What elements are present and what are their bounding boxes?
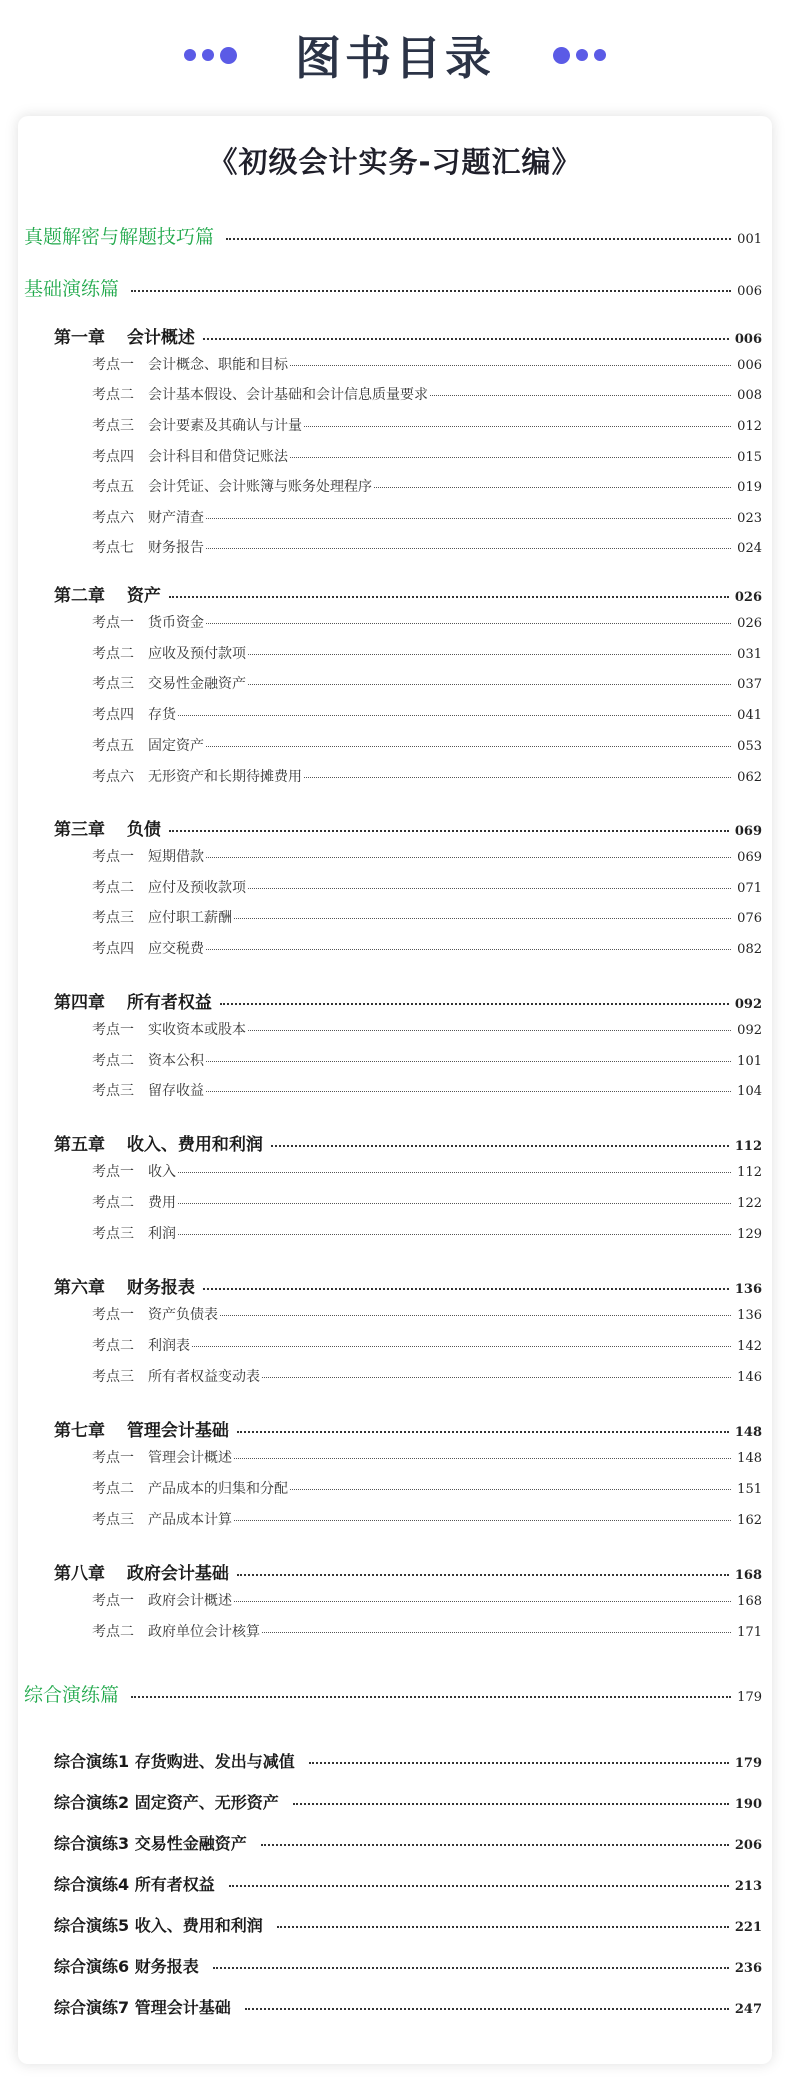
toc-entry-label: [92, 907, 232, 927]
toc-entry-title: 留存收益: [148, 1083, 204, 1099]
toc-entry-sec: [24, 1680, 762, 1707]
toc-entry-sec: [24, 274, 762, 301]
toc-entry-point: 考点一: [92, 1593, 134, 1609]
toc-entry-item: [92, 1192, 762, 1212]
toc-entry-label: [92, 735, 204, 755]
toc-entry-title: 会计凭证、会计账簿与账务处理程序: [148, 479, 372, 495]
page-number: 122: [737, 1196, 762, 1211]
toc-entry-label: 综合演练5 收入、费用和利润: [54, 1916, 263, 1935]
dot-leader: [206, 746, 731, 747]
toc-entry-point: 考点二: [92, 387, 134, 403]
dot-leader: [206, 1091, 731, 1092]
page-number: 041: [737, 708, 762, 723]
page-number: 062: [737, 770, 762, 785]
page-number: 221: [734, 1920, 762, 1935]
page-number: 024: [737, 541, 762, 556]
toc-entry-point: 考点三: [92, 1083, 134, 1099]
toc-entry-title: 政府单位会计核算: [148, 1624, 260, 1640]
toc-entry-item: [92, 1050, 762, 1070]
toc-entry-point: 考点四: [92, 449, 134, 465]
book-title: 《初级会计实务-习题汇编》: [208, 145, 582, 179]
page-number: 142: [737, 1339, 762, 1354]
page-number: 008: [737, 388, 762, 403]
toc-entry-prac: [54, 1913, 762, 1936]
toc-entry-title: 会计科目和借贷记账法: [148, 449, 288, 465]
toc-entry-title: 利润: [148, 1226, 176, 1242]
dot-leader: [220, 1003, 729, 1005]
toc-entry-chap: [54, 815, 762, 840]
toc-entry-chap: [54, 988, 762, 1013]
page-number: 179: [734, 1756, 762, 1771]
dot-leader: [277, 1926, 729, 1928]
dot-leader: [131, 1696, 731, 1698]
dot-leader: [178, 715, 731, 716]
page-number: 006: [737, 358, 762, 373]
toc-entry-prac: [54, 1995, 762, 2018]
toc-entry-label: 第四章 所有者权益: [54, 993, 212, 1013]
toc-entry-label: 综合演练篇: [24, 1684, 120, 1706]
dot-leader: [206, 857, 731, 858]
dot-leader: [203, 1288, 729, 1290]
toc-entry-label: 第五章 收入、费用和利润: [54, 1135, 263, 1155]
page-number: 162: [737, 1513, 762, 1528]
dot-leader: [271, 1145, 729, 1147]
toc-entry-title: 所有者权益变动表: [148, 1369, 260, 1385]
toc-entry-point: 考点一: [92, 615, 134, 631]
page-number: 206: [734, 1838, 762, 1853]
toc-entry-item: [92, 877, 762, 897]
toc-entry-title: 资产负债表: [148, 1307, 218, 1323]
dot-leader: [290, 457, 731, 458]
page-number: 076: [737, 911, 762, 926]
page-number: 053: [737, 739, 762, 754]
toc-entry-label: [92, 612, 204, 632]
toc-entry-label: [92, 1335, 190, 1355]
page-number: 104: [737, 1084, 762, 1099]
page-number: 171: [737, 1625, 762, 1640]
toc-entry-item: [92, 1478, 762, 1498]
toc-entry-item: [92, 1304, 762, 1324]
dot-leader: [169, 830, 729, 832]
toc-entry-label: 综合演练3 交易性金融资产: [54, 1834, 247, 1853]
page-number: 168: [737, 1594, 762, 1609]
page-number: 136: [734, 1282, 762, 1297]
toc-entry-prac: [54, 1749, 762, 1772]
page-number: 092: [734, 997, 762, 1012]
page-number: 031: [737, 647, 762, 662]
toc-entry-point: 考点五: [92, 479, 134, 495]
page-number: 101: [737, 1054, 762, 1069]
decorative-dots-right: [553, 47, 606, 64]
toc-entry-title: 货币资金: [148, 615, 204, 631]
toc-entry-sec: [24, 222, 762, 249]
page-number: 082: [737, 942, 762, 957]
page-number: 023: [737, 511, 762, 526]
dot-leader: [220, 1315, 731, 1316]
toc-card: [18, 116, 772, 2064]
dot-leader: [206, 518, 731, 519]
toc-entry-item: [92, 1366, 762, 1386]
toc-entry-label: [92, 704, 176, 724]
toc-entry-title: 应交税费: [148, 941, 204, 957]
page-title: 图书目录: [295, 31, 495, 85]
toc-entry-prac: [54, 1954, 762, 1977]
toc-entry-label: [92, 1478, 288, 1498]
toc-entry-title: 政府会计概述: [148, 1593, 232, 1609]
toc-entry-title: 会计要素及其确认与计量: [148, 418, 302, 434]
toc-entry-label: 第三章 负债: [54, 820, 161, 840]
toc-entry-label: [92, 1590, 232, 1610]
toc-entry-item: [92, 938, 762, 958]
dot-leader: [234, 1458, 731, 1459]
page-number: 179: [737, 1690, 762, 1705]
toc-entry-title: 存货: [148, 707, 176, 723]
page-number: 148: [737, 1451, 762, 1466]
toc-entry-label: 第二章 资产: [54, 586, 161, 606]
toc-entry-label: 综合演练4 所有者权益: [54, 1875, 215, 1894]
toc-entry-prac: [54, 1831, 762, 1854]
toc-entry-title: 产品成本的归集和分配: [148, 1481, 288, 1497]
toc-entry-point: 考点二: [92, 1195, 134, 1211]
page-number: 069: [734, 824, 762, 839]
toc-entry-label: 综合演练1 存货购进、发出与减值: [54, 1752, 295, 1771]
toc-entry-point: 考点五: [92, 738, 134, 754]
toc-entry-item: [92, 1080, 762, 1100]
toc-entry-item: [92, 1509, 762, 1529]
dot-leader: [192, 1346, 731, 1347]
toc-entry-item: [92, 643, 762, 663]
toc-entry-point: 考点二: [92, 646, 134, 662]
toc-entry-label: [92, 1223, 176, 1243]
toc-entry-point: 考点二: [92, 1053, 134, 1069]
toc-entry-item: [92, 1019, 762, 1039]
toc-entry-title: 应收及预付款项: [148, 646, 246, 662]
toc-entry-title: 应付职工薪酬: [148, 910, 232, 926]
page-number: 112: [734, 1139, 762, 1154]
toc-entry-item: [92, 1621, 762, 1641]
toc-entry-label: [92, 446, 288, 466]
toc-entry-label: 真题解密与解题技巧篇: [24, 226, 215, 248]
dot-leader: [248, 684, 731, 685]
dot-leader: [178, 1172, 731, 1173]
toc-entry-label: [92, 877, 246, 897]
dot-leader: [229, 1885, 729, 1887]
dot-leader: [304, 426, 731, 427]
dot-leader: [178, 1234, 731, 1235]
dot-leader: [226, 238, 731, 240]
toc-entry-title: 交易性金融资产: [148, 676, 246, 692]
toc-entry-label: [92, 1019, 246, 1039]
toc-entry-label: 第六章 财务报表: [54, 1278, 195, 1298]
dot-leader: [248, 888, 731, 889]
dot-leader: [206, 949, 731, 950]
dot-leader: [248, 654, 731, 655]
dot-leader: [430, 395, 731, 396]
toc-entry-point: 考点二: [92, 1624, 134, 1640]
toc-entry-prac: [54, 1872, 762, 1895]
toc-entry-title: 应付及预收款项: [148, 880, 246, 896]
dot-leader: [293, 1803, 729, 1805]
toc-entry-item: [92, 1447, 762, 1467]
toc-entry-point: 考点一: [92, 1022, 134, 1038]
dot-leader: [261, 1844, 729, 1846]
toc-entry-point: 考点一: [92, 357, 134, 373]
toc-entry-title: 管理会计概述: [148, 1450, 232, 1466]
toc-entry-title: 实收资本或股本: [148, 1022, 246, 1038]
toc-entry-title: 会计概念、职能和目标: [148, 357, 288, 373]
toc-entry-item: [92, 673, 762, 693]
dot-leader: [206, 1061, 731, 1062]
toc-entry-point: 考点三: [92, 418, 134, 434]
toc-entry-title: 固定资产: [148, 738, 204, 754]
toc-entry-title: 财产清查: [148, 510, 204, 526]
dot-leader: [206, 623, 731, 624]
toc-entry-title: 收入: [148, 1164, 176, 1180]
toc-entry-point: 考点三: [92, 676, 134, 692]
dot-leader: [290, 365, 731, 366]
page-number: 112: [737, 1165, 762, 1180]
page-number: 015: [737, 450, 762, 465]
page-number: 129: [737, 1227, 762, 1242]
page-number: 006: [734, 332, 762, 347]
toc-entry-item: [92, 846, 762, 866]
page-number: 190: [734, 1797, 762, 1812]
toc-entry-label: [92, 643, 246, 663]
toc-entry-label: [92, 1304, 218, 1324]
toc-entry-point: 考点三: [92, 1226, 134, 1242]
toc-entry-item: [92, 1590, 762, 1610]
toc-entry-chap: [54, 1559, 762, 1584]
dot-leader: [237, 1431, 729, 1433]
toc-entry-label: [92, 1509, 232, 1529]
toc-entry-point: 考点四: [92, 707, 134, 723]
toc-entry-label: [92, 1192, 176, 1212]
toc-entry-label: [92, 1621, 260, 1641]
toc-entry-title: 产品成本计算: [148, 1512, 232, 1528]
toc-entry-chap: [54, 1130, 762, 1155]
toc-entry-item: [92, 446, 762, 466]
page-number: 148: [734, 1425, 762, 1440]
page-number: 001: [737, 232, 762, 247]
toc-entry-label: [92, 1080, 204, 1100]
page-number: 247: [734, 2002, 762, 2017]
toc-entry-label: [92, 1161, 176, 1181]
page-number: 071: [737, 881, 762, 896]
toc-entry-label: [92, 537, 204, 557]
toc-entry-item: [92, 612, 762, 632]
toc-entry-prac: [54, 1790, 762, 1813]
page-number: 213: [734, 1879, 762, 1894]
toc-entry-item: [92, 354, 762, 374]
toc-entry-label: [92, 354, 288, 374]
dot-leader: [374, 487, 731, 488]
dot-leader: [245, 2008, 729, 2010]
toc-entry-chap: [54, 1273, 762, 1298]
toc-entry-title: 短期借款: [148, 849, 204, 865]
dot-leader: [234, 918, 731, 919]
toc-entry-label: 基础演练篇: [24, 278, 120, 300]
toc-entry-point: 考点三: [92, 1369, 134, 1385]
toc-entry-point: 考点一: [92, 1450, 134, 1466]
toc-entry-label: [92, 507, 204, 527]
toc-entry-item: [92, 907, 762, 927]
dot-leader: [169, 596, 729, 598]
toc-entry-title: 财务报告: [148, 540, 204, 556]
decorative-dots-left: [184, 47, 237, 64]
page-number: 146: [737, 1370, 762, 1385]
toc-entry-label: 综合演练6 财务报表: [54, 1957, 199, 1976]
page-number: 236: [734, 1961, 762, 1976]
page-number: 069: [737, 850, 762, 865]
toc-entry-item: [92, 476, 762, 496]
toc-entry-label: [92, 415, 302, 435]
toc-entry-item: [92, 1223, 762, 1243]
toc-entry-point: 考点二: [92, 880, 134, 896]
toc-entry-label: [92, 384, 428, 404]
toc-entry-label: 第一章 会计概述: [54, 328, 195, 348]
toc-entry-item: [92, 766, 762, 786]
dot-leader: [248, 1030, 731, 1031]
toc-entry-label: [92, 673, 246, 693]
toc-entry-item: [92, 704, 762, 724]
page-number: 019: [737, 480, 762, 495]
toc-entry-point: 考点六: [92, 769, 134, 785]
toc-entry-label: [92, 1050, 204, 1070]
toc-entry-item: [92, 1161, 762, 1181]
toc-entry-point: 考点三: [92, 910, 134, 926]
page-number: 012: [737, 419, 762, 434]
toc-entry-item: [92, 415, 762, 435]
toc-entry-title: 资本公积: [148, 1053, 204, 1069]
toc-entry-chap: [54, 323, 762, 348]
toc-entry-title: 无形资产和长期待摊费用: [148, 769, 302, 785]
toc-entry-label: 综合演练2 固定资产、无形资产: [54, 1793, 279, 1812]
toc-entry-point: 考点一: [92, 849, 134, 865]
toc-entry-item: [92, 1335, 762, 1355]
toc-entry-item: [92, 537, 762, 557]
toc-entry-label: 第七章 管理会计基础: [54, 1421, 229, 1441]
dot-leader: [290, 1489, 731, 1490]
toc-entry-chap: [54, 581, 762, 606]
page-number: 168: [734, 1568, 762, 1583]
toc-entry-label: [92, 846, 204, 866]
dot-leader: [213, 1967, 729, 1969]
dot-leader: [206, 548, 731, 549]
toc-entry-point: 考点四: [92, 941, 134, 957]
toc-entry-label: [92, 476, 372, 496]
toc-entry-point: 考点一: [92, 1164, 134, 1180]
toc-entry-point: 考点三: [92, 1512, 134, 1528]
toc-entry-label: [92, 1447, 232, 1467]
page-header: [0, 0, 790, 110]
toc-entry-point: 考点六: [92, 510, 134, 526]
page-number: 006: [737, 284, 762, 299]
dot-leader: [178, 1203, 731, 1204]
toc-entry-point: 考点七: [92, 540, 134, 556]
page-number: 037: [737, 677, 762, 692]
toc-entry-title: 费用: [148, 1195, 176, 1211]
toc-entry-point: 考点二: [92, 1338, 134, 1354]
dot-leader: [203, 338, 729, 340]
toc-entry-point: 考点一: [92, 1307, 134, 1323]
toc-entry-label: 第八章 政府会计基础: [54, 1564, 229, 1584]
toc-entry-title: 利润表: [148, 1338, 190, 1354]
dot-leader: [262, 1632, 731, 1633]
dot-leader: [309, 1762, 729, 1764]
page-number: 136: [737, 1308, 762, 1323]
page-number: 092: [737, 1023, 762, 1038]
toc-entry-label: 综合演练7 管理会计基础: [54, 1998, 231, 2017]
page-number: 151: [737, 1482, 762, 1497]
dot-leader: [262, 1377, 731, 1378]
toc-entry-label: [92, 766, 302, 786]
toc-entry-item: [92, 384, 762, 404]
dot-leader: [237, 1574, 729, 1576]
page-number: 026: [737, 616, 762, 631]
toc-entry-chap: [54, 1416, 762, 1441]
toc-entry-label: [92, 938, 204, 958]
toc-entry-item: [92, 735, 762, 755]
toc-entry-item: [92, 507, 762, 527]
toc-entry-title: 会计基本假设、会计基础和会计信息质量要求: [148, 387, 428, 403]
dot-leader: [234, 1601, 731, 1602]
toc-entry-point: 考点二: [92, 1481, 134, 1497]
dot-leader: [234, 1520, 731, 1521]
toc-entry-label: [92, 1366, 260, 1386]
dot-leader: [304, 777, 731, 778]
page-number: 026: [734, 590, 762, 605]
dot-leader: [131, 290, 731, 292]
